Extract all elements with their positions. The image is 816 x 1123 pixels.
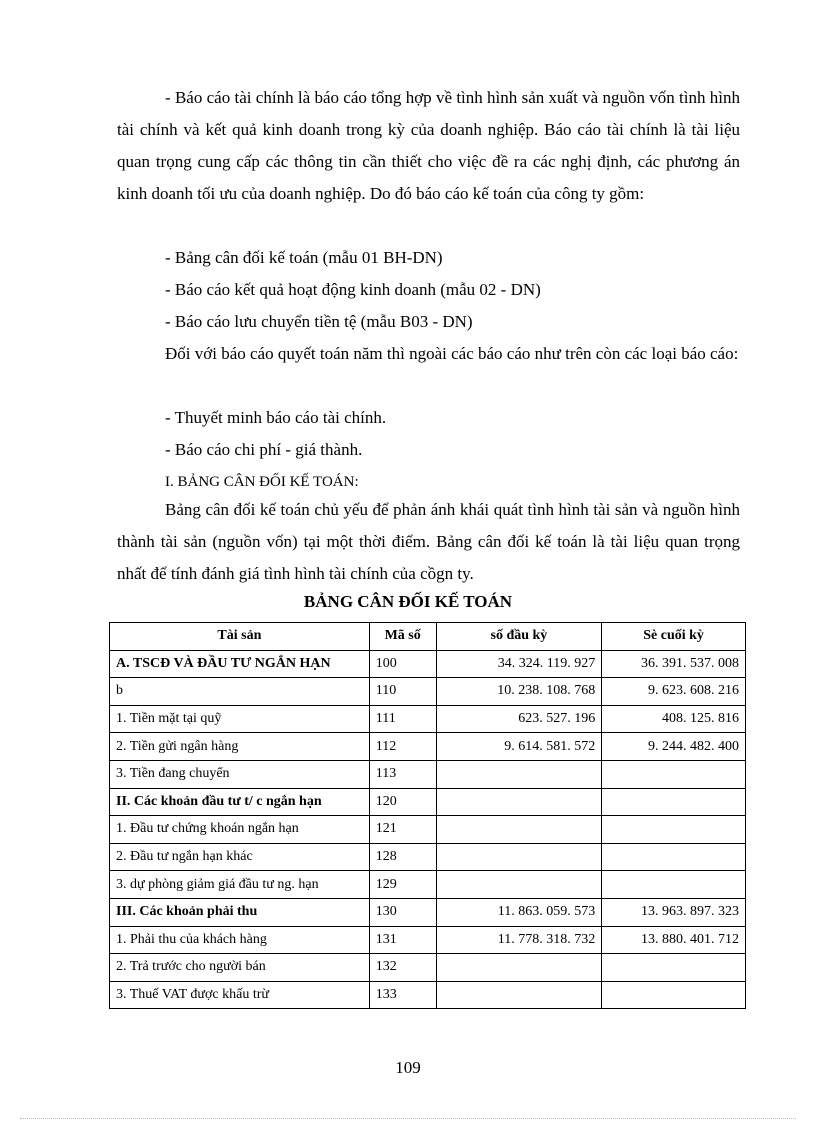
cell-end-balance — [602, 954, 746, 982]
cell-start-balance: 34. 324. 119. 927 — [436, 650, 602, 678]
table-row — [110, 788, 746, 816]
cell-end-balance: 13. 880. 401. 712 — [602, 926, 746, 954]
cell-code: 129 — [369, 871, 436, 899]
table-title: BẢNG CÂN ĐỐI KẾ TOÁN — [303, 592, 513, 611]
cell-start-balance: 11. 863. 059. 573 — [436, 898, 602, 926]
cell-asset: 2. Trả trước cho người bán — [110, 954, 370, 982]
cell-code: 112 — [369, 733, 436, 761]
cell-code: 121 — [369, 816, 436, 844]
cell-code: 100 — [369, 650, 436, 678]
cell-start-balance — [436, 981, 602, 1009]
header-start-balance: số đầu kỳ — [436, 623, 602, 651]
cell-end-balance: 9. 244. 482. 400 — [602, 733, 746, 761]
cell-asset: 1. Phải thu của khách hàng — [110, 926, 370, 954]
list-item-cash-flow: - Báo cáo lưu chuyển tiền tệ (mẫu B03 - DN) — [165, 312, 473, 331]
cell-end-balance: 36. 391. 537. 008 — [602, 650, 746, 678]
cell-end-balance: 9. 623. 608. 216 — [602, 678, 746, 706]
table-row — [110, 650, 746, 678]
table-row — [110, 733, 746, 761]
list-item-cost-report: - Báo cáo chi phí - giá thành. — [165, 440, 363, 459]
cell-end-balance — [602, 843, 746, 871]
table-row — [110, 954, 746, 982]
table-row — [110, 705, 746, 733]
paragraph-balance-sheet-desc: Bảng cân đối kế toán chủ yếu để phản ánh khái quát tình hình tài sản và nguồn hình thành tài sản (nguồn vốn) tại một thời điểm. Bảng cân đối kế toán là tài liệu quan trọng nhất để tính đánh giá tình hình tài chính của cồgn ty. — [117, 500, 740, 583]
cell-asset: II. Các khoản đầu tư t/ c ngắn hạn — [110, 788, 370, 816]
cell-start-balance: 623. 527. 196 — [436, 705, 602, 733]
cell-start-balance — [436, 760, 602, 788]
cell-asset: 1. Tiền mặt tại quỹ — [110, 705, 370, 733]
section-heading: I. BẢNG CÂN ĐỐI KẾ TOÁN: — [165, 474, 359, 490]
cell-code: 132 — [369, 954, 436, 982]
cell-code: 113 — [369, 760, 436, 788]
table-row — [110, 981, 746, 1009]
footer-divider — [20, 1118, 796, 1119]
header-code: Mã số — [369, 623, 436, 651]
cell-asset: 1. Đầu tư chứng khoán ngắn hạn — [110, 816, 370, 844]
table-row — [110, 760, 746, 788]
cell-asset: 2. Đầu tư ngắn hạn khác — [110, 843, 370, 871]
cell-start-balance: 10. 238. 108. 768 — [436, 678, 602, 706]
cell-end-balance: 408. 125. 816 — [602, 705, 746, 733]
header-asset: Tài sản — [110, 623, 370, 651]
cell-start-balance — [436, 954, 602, 982]
cell-end-balance — [602, 981, 746, 1009]
table-row — [110, 816, 746, 844]
list-item-balance-sheet: - Bảng cân đối kế toán (mẫu 01 BH-DN) — [165, 248, 443, 267]
cell-asset: III. Các khoản phải thu — [110, 898, 370, 926]
cell-end-balance — [602, 788, 746, 816]
cell-asset: 3. dự phòng giảm giá đầu tư ng. hạn — [110, 871, 370, 899]
cell-end-balance — [602, 760, 746, 788]
table-row — [110, 898, 746, 926]
table-row — [110, 926, 746, 954]
cell-asset: 3. Tiền đang chuyển — [110, 760, 370, 788]
cell-end-balance — [602, 871, 746, 899]
cell-code: 130 — [369, 898, 436, 926]
table-row — [110, 678, 746, 706]
cell-start-balance — [436, 871, 602, 899]
cell-asset: b — [110, 678, 370, 706]
cell-code: 133 — [369, 981, 436, 1009]
cell-start-balance — [436, 843, 602, 871]
cell-code: 131 — [369, 926, 436, 954]
cell-asset: 2. Tiền gửi ngân hàng — [110, 733, 370, 761]
list-item-notes: - Thuyết minh báo cáo tài chính. — [165, 408, 387, 427]
page-number: 109 — [395, 1058, 421, 1077]
table-row — [110, 843, 746, 871]
cell-asset: 3. Thuế VAT được khấu trừ — [110, 981, 370, 1009]
table-row — [110, 871, 746, 899]
table-header-row — [110, 623, 746, 651]
cell-end-balance: 13. 963. 897. 323 — [602, 898, 746, 926]
cell-code: 128 — [369, 843, 436, 871]
cell-start-balance: 9. 614. 581. 572 — [436, 733, 602, 761]
balance-sheet-table — [109, 622, 746, 1009]
cell-start-balance — [436, 816, 602, 844]
cell-asset: A. TSCĐ VÀ ĐẦU TƯ NGẮN HẠN — [110, 650, 370, 678]
cell-start-balance: 11. 778. 318. 732 — [436, 926, 602, 954]
cell-code: 110 — [369, 678, 436, 706]
paragraph-annual-settlement: Đối với báo cáo quyết toán năm thì ngoài các báo cáo như trên còn các loại báo cáo: — [165, 344, 739, 363]
cell-start-balance — [436, 788, 602, 816]
cell-end-balance — [602, 816, 746, 844]
header-end-balance: Sè cuối kỳ — [602, 623, 746, 651]
list-item-business-results: - Báo cáo kết quả hoạt động kinh doanh (mẫu 02 - DN) — [165, 280, 541, 299]
table-body — [110, 650, 746, 1009]
cell-code: 120 — [369, 788, 436, 816]
paragraph-financial-report: - Báo cáo tài chính là báo cáo tổng hợp về tình hình sản xuất và nguồn vốn tình hình tài chính và kết quả kinh doanh trong kỳ của doanh nghiệp. Báo cáo tài chính là tài liệu quan trọng cung cấp các thông tin cần thiết cho việc đề ra các nghị định, các phương án kinh doanh tối ưu của doanh nghiệp. Do đó báo cáo kế toán của công ty gồm: — [117, 88, 740, 203]
cell-code: 111 — [369, 705, 436, 733]
